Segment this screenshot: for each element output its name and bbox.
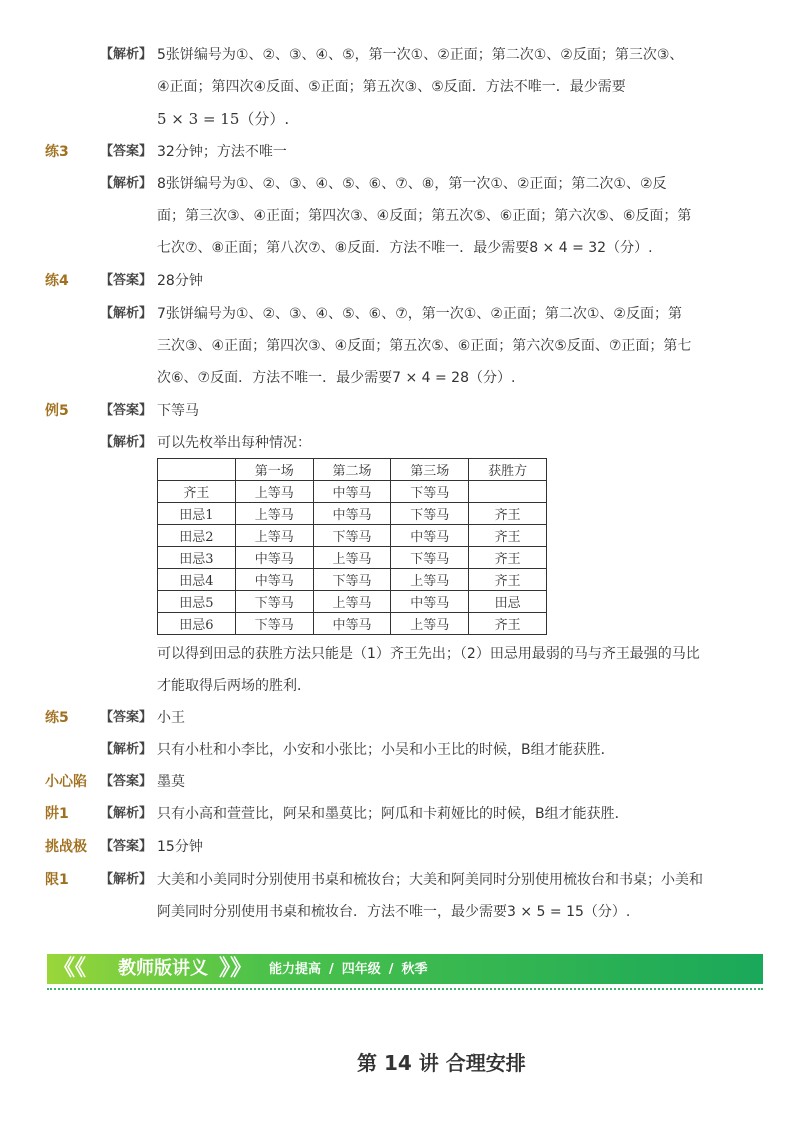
trap-tag: 小心陷 — [45, 774, 87, 790]
table-cell: 田忌4 — [158, 569, 236, 591]
table-cell: 中等马 — [313, 503, 391, 525]
analysis-text: 七次⑦、⑧正面；第八次⑦、⑧反面．方法不唯一．最少需要8 × 4 = 32（分）. — [157, 240, 653, 256]
table-header-cell — [158, 459, 236, 481]
table-cell: 下等马 — [313, 525, 391, 547]
answer-label: 【答案】 — [100, 403, 153, 418]
table-cell: 下等马 — [313, 569, 391, 591]
analysis-text: 才能取得后两场的胜利． — [157, 678, 311, 694]
analysis-text: 可以得到田忌的获胜方法只能是（1）齐王先出；（2）田忌用最弱的马与齐王最强的马比 — [157, 646, 700, 662]
chevron-right-icon: 》》 — [219, 956, 253, 981]
table-cell: 中等马 — [391, 525, 469, 547]
analysis-text: 只有小杜和小李比，小安和小张比；小吴和小王比的时候，B组才能获胜． — [157, 742, 615, 758]
answer-label: 【答案】 — [100, 273, 153, 288]
table-cell: 下等马 — [391, 503, 469, 525]
answer-text: 下等马 — [157, 403, 199, 419]
table-cell: 齐王 — [469, 569, 547, 591]
table-cell: 中等马 — [391, 591, 469, 613]
analysis-text: 可以先枚举出每种情况： — [157, 435, 311, 451]
trap-tag: 阱1 — [45, 806, 69, 822]
table-header-row — [158, 459, 547, 481]
table-cell — [469, 481, 547, 503]
breadcrumb-item: 四年级 — [341, 962, 381, 977]
table-cell: 齐王 — [469, 503, 547, 525]
breadcrumb — [269, 961, 428, 978]
breadcrumb-item: 能力提高 — [269, 962, 322, 977]
table-header-cell: 第二场 — [313, 459, 391, 481]
analysis-text: 次⑥、⑦反面．方法不唯一．最少需要7 × 4 = 28（分）. — [157, 370, 516, 386]
breadcrumb-item: 秋季 — [401, 962, 428, 977]
analysis-label: 【解析】 — [100, 435, 153, 450]
table-cell: 齐王 — [469, 547, 547, 569]
page-title: 第 14 讲 合理安排 — [357, 1051, 526, 1075]
exercise-tag: 练4 — [45, 273, 69, 289]
table-cell: 下等马 — [391, 547, 469, 569]
challenge-tag: 限1 — [45, 872, 69, 888]
breadcrumb-separator: / — [329, 962, 334, 977]
table-cell: 上等马 — [391, 569, 469, 591]
analysis-label: 【解析】 — [100, 806, 153, 821]
table-row — [158, 591, 547, 613]
table-row — [158, 569, 547, 591]
analysis-formula: 5 × 3 = 15（分）. — [157, 110, 290, 128]
brand-title: 教师版讲义 — [118, 958, 208, 979]
match-table — [157, 458, 547, 635]
breadcrumb-separator: / — [388, 962, 394, 977]
table-cell: 田忌5 — [158, 591, 236, 613]
table-cell: 中等马 — [235, 547, 313, 569]
table-cell: 田忌6 — [158, 613, 236, 635]
answer-text: 32分钟；方法不唯一 — [157, 144, 287, 160]
table-cell: 田忌2 — [158, 525, 236, 547]
analysis-text: 大美和小美同时分别使用书桌和梳妆台；大美和阿美同时分别使用梳妆台和书桌；小美和 — [157, 872, 703, 888]
table-header-cell: 第三场 — [391, 459, 469, 481]
answer-label: 【答案】 — [100, 839, 153, 854]
table-header-cell: 第一场 — [235, 459, 313, 481]
table-cell: 上等马 — [235, 503, 313, 525]
table-cell: 上等马 — [235, 481, 313, 503]
table-cell: 齐王 — [158, 481, 236, 503]
answer-label: 【答案】 — [100, 144, 153, 159]
analysis-text: 只有小高和萱萱比，阿呆和墨莫比；阿瓜和卡莉娅比的时候，B组才能获胜． — [157, 806, 629, 822]
analysis-label: 【解析】 — [100, 176, 153, 191]
analysis-text: 8张饼编号为①、②、③、④、⑤、⑥、⑦、⑧，第一次①、②正面；第二次①、②反 — [157, 176, 667, 192]
table-cell: 下等马 — [235, 591, 313, 613]
analysis-text: 面；第三次③、④正面；第四次③、④反面；第五次⑤、⑥正面；第六次⑤、⑥反面；第 — [157, 208, 692, 224]
table-row — [158, 503, 547, 525]
handout-banner — [47, 954, 763, 984]
answer-text: 28分钟 — [157, 273, 203, 289]
table-cell: 下等马 — [235, 613, 313, 635]
analysis-label: 【解析】 — [100, 742, 153, 757]
dotted-divider — [47, 988, 763, 990]
exercise-tag: 练5 — [45, 710, 69, 726]
table-cell: 田忌1 — [158, 503, 236, 525]
table-row — [158, 547, 547, 569]
analysis-text: 三次③、④正面；第四次③、④反面；第五次⑤、⑥正面；第六次⑤反面、⑦正面；第七 — [157, 338, 692, 354]
table-cell: 田忌 — [469, 591, 547, 613]
table-cell: 上等马 — [313, 547, 391, 569]
table-cell: 上等马 — [235, 525, 313, 547]
table-row — [158, 525, 547, 547]
table-cell: 中等马 — [313, 613, 391, 635]
table-cell: 上等马 — [391, 613, 469, 635]
table-row — [158, 481, 547, 503]
answer-text: 15分钟 — [157, 839, 203, 855]
table-cell: 齐王 — [469, 613, 547, 635]
table-cell: 中等马 — [235, 569, 313, 591]
table-cell: 上等马 — [313, 591, 391, 613]
analysis-text: 7张饼编号为①、②、③、④、⑤、⑥、⑦，第一次①、②正面；第二次①、②反面；第 — [157, 306, 682, 322]
analysis-text: ④正面；第四次④反面、⑤正面；第五次③、⑤反面．方法不唯一．最少需要 — [157, 79, 626, 95]
analysis-label: 【解析】 — [100, 47, 153, 62]
table-cell: 下等马 — [391, 481, 469, 503]
example-tag: 例5 — [45, 403, 69, 419]
answer-label: 【答案】 — [100, 774, 153, 789]
exercise-tag: 练3 — [45, 144, 69, 160]
answer-text: 小王 — [157, 710, 185, 726]
chevron-left-icon: 《《 — [53, 956, 87, 981]
table-cell: 齐王 — [469, 525, 547, 547]
analysis-text: 阿美同时分别使用书桌和梳妆台．方法不唯一，最少需要3 × 5 = 15（分）. — [157, 904, 631, 920]
table-row — [158, 613, 547, 635]
table-header-cell: 获胜方 — [469, 459, 547, 481]
answer-label: 【答案】 — [100, 710, 153, 725]
table-cell: 中等马 — [313, 481, 391, 503]
analysis-label: 【解析】 — [100, 872, 153, 887]
challenge-tag: 挑战极 — [45, 839, 87, 855]
analysis-label: 【解析】 — [100, 306, 153, 321]
answer-text: 墨莫 — [157, 774, 185, 790]
analysis-text: 5张饼编号为①、②、③、④、⑤，第一次①、②正面；第二次①、②反面；第三次③、 — [157, 47, 684, 63]
table-cell: 田忌3 — [158, 547, 236, 569]
